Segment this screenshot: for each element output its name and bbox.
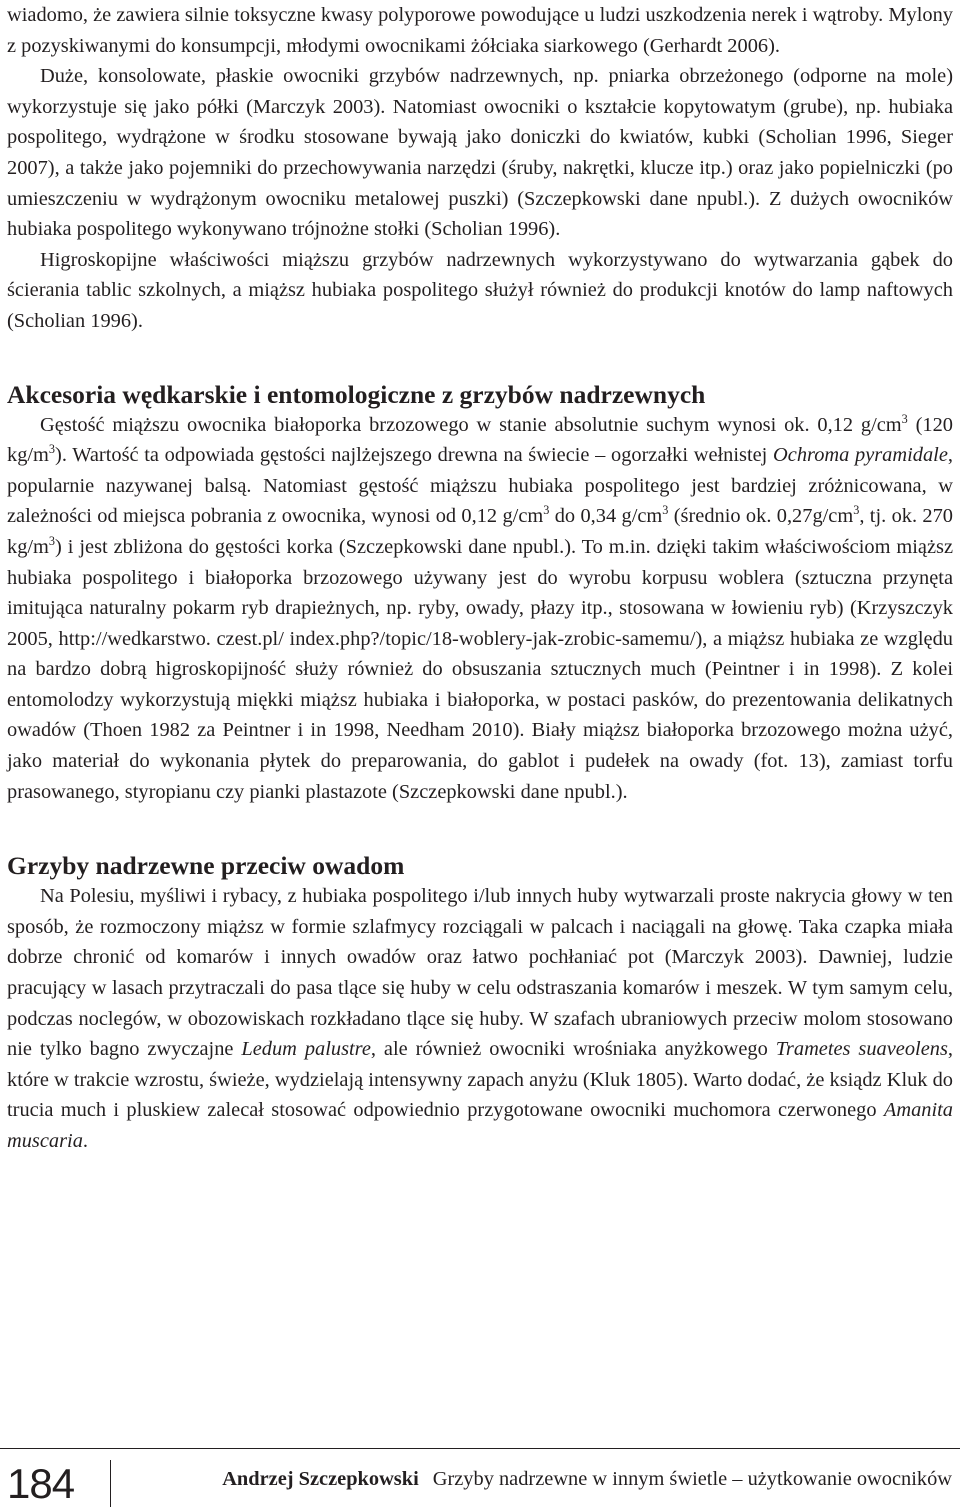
footer-separator (110, 1460, 111, 1507)
latin-name: Amanita muscaria (7, 1099, 953, 1152)
page-number: 184 (7, 1460, 75, 1507)
section-heading: Akcesoria wędkarskie i entomologiczne z grzybów nadrzewnych (7, 379, 706, 409)
paragraph: Duże, konsolowate, płaskie owocniki grzybów nadrzewnych, np. pniarka obrzeżonego (odporne na mole) wykorzystuje się jako półki (Marczyk 2003). Natomiast owocniki o kształcie kopytowatym (grube), np. hubiaka pospolitego, wydrążone w środku stosowane bywają jako doniczki do kwiatów, kubki (Scholian 1996, Sieger 2007), a także jako pojemniki do przechowywania narzędzi (śruby, nakrętki, klucze itp.) oraz jako popielniczki (po umieszczeniu w wydrążonym owocniku metalowej puszki) (Szczepkowski dane npubl.). Z dużych owocników hubiaka pospolitego wykonywano trójnożne stołki (Scholian 1996). (7, 65, 953, 241)
latin-name: Trametes suaveolens (775, 1038, 948, 1061)
paragraph: Na Polesiu, myśliwi i rybacy, z hubiaka pospolitego i/lub innych huby wytwarzali proste nakrycia głowy w ten sposób, że rozmoczony miąższ w formie szlafmycy rozciągali w palcach i naciągali na głowę. Taka czapka miała dobrze chronić od komarów i innych owadów oraz łatwo pochłaniać pot (Marczyk 2003). Dawniej, ludzie pracujący w lasach przytraczali do pasa tlące się huby w celu odstraszania komarów i meszek. W tym samym celu, podczas noclegów, w obozowiskach rozkładano tlące się huby. W szafach ubraniowych przeciw molom stosowano nie tylko bagno zwyczajne Ledum palustre, ale również owocniki wrośniaka anyżkowego Trametes suaveolens, które w trakcie wzrostu, świeże, wydzielają intensywny zapach anyżu (Kluk 1805). Warto dodać, że ksiądz Kluk do trucia much i pluskiew zalecał stosować odpowiednio przygotowane owocniki muchomora czerwonego Amanita muscaria. (7, 885, 953, 1152)
paragraph: Gęstość miąższu owocnika białoporka brzozowego w stanie absolutnie suchym wynosi ok. 0,12 $g/cm^3$ (120 $kg/m^3$). Wartość ta odpowiada gęstości najlżejszego drewna na świecie – ogorzałki wełnistej Ochroma pyramidale, popularnie nazywanej balsą. Natomiast gęstość miąższu hubiaka pospolitego jest bardziej zróżnicowana, w zależności od miejsca pobrania z owocnika, wynosi od 0,12 $g/cm^3$ do 0,34 $g/cm^3$ (średnio ok. $0,27g/cm^3$, tj. ok. 270 $kg/m^3$) i jest zbliżona do gęstości korka (Szczepkowski dane npubl.). To m.in. dzięki takim właściwościom miąższ hubiaka pospolitego i białoporka brzozowego używany jest do wyrobu korpusu woblera (sztuczna przynęta imitująca naturalny pokarm ryb drapieżnych, np. ryby, owady, płazy itp., stosowana w łowieniu ryb) (Krzyszczyk 2005, http://wedkarstwo. czest.pl/ index.php?/topic/18-woblery-jak-zrobic-samemu/), a miąższ hubiaka ze względu na bardzo dobrą higroskopijność służy również do obsuszania sztucznych much (Peintner i in 1998). Z kolei entomolodzy wykorzystują miękki miąższ hubiaka i białoporka, w postaci pasków, do prezentowania delikatnych owadów (Thoen 1982 za Peintner i in 1998, Needham 2010). Biały miąższ białoporka brzozowego można użyć, jako materiał do wykonania płytek do preparowania, do gablot i pudełek na owady (fot. 13), zamiast torfu prasowanego, styropianu czy pianki plastazote (Szczepkowski dane npubl.). (7, 411, 953, 803)
paragraph: Higroskopijne właściwości miąższu grzybów nadrzewnych wykorzystywano do wytwarzania gąbek do ścierania tablic szkolnych, a miąższ hubiaka pospolitego służył również do produkcji knotów do lamp naftowych (Scholian 1996). (7, 248, 953, 332)
latin-name: Ochroma pyramidale (773, 444, 948, 467)
running-footer (222, 1466, 952, 1492)
latin-name: Ledum palustre (241, 1038, 371, 1061)
document-page (7, 0, 953, 1157)
footer-divider (0, 1448, 960, 1449)
footer-title: Grzyby nadrzewne w innym świetle – użytkowanie owocników (432, 1468, 952, 1490)
section-heading: Grzyby nadrzewne przeciw owadom (7, 851, 405, 881)
paragraph: wiadomo, że zawiera silnie toksyczne kwasy polyporowe powodujące u ludzi uszkodzenia nerek i wątroby. Mylony z pozyskiwanymi do konsumpcji, młodymi owocnikami żółciaka siarkowego (Gerhardt 2006). (7, 4, 953, 57)
footer-author: Andrzej Szczepkowski (222, 1468, 419, 1490)
